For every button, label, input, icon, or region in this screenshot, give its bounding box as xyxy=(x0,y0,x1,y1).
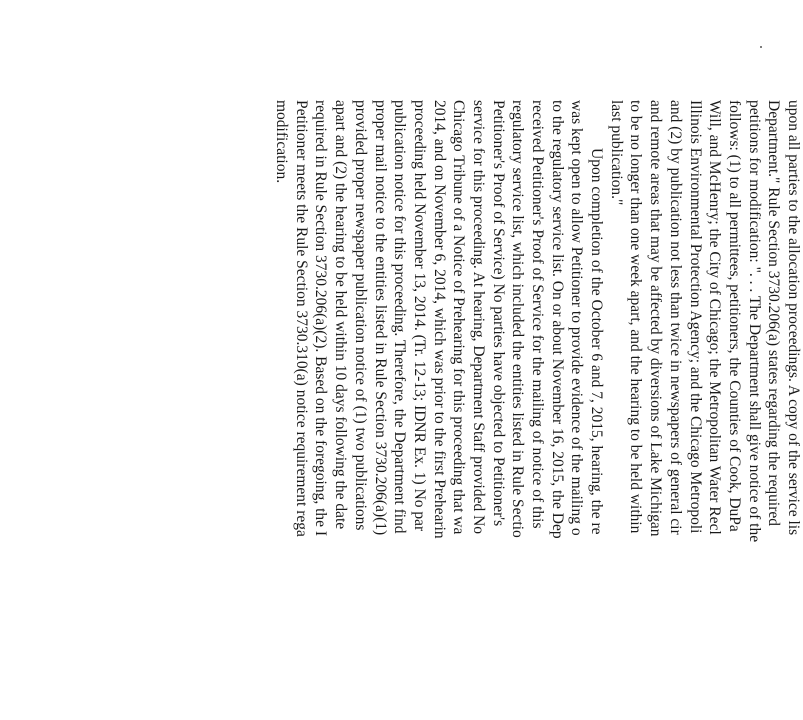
text-line: upon all parties to the allocation proceedings. A copy of the service lis xyxy=(785,100,802,536)
text-line: apart and (2) the hearing to be held within 10 days following the date xyxy=(332,100,350,530)
body-text xyxy=(271,100,803,720)
text-line: and remote areas that may be affected by diversions of Lake Michigan xyxy=(647,100,665,537)
text-line: Illinois Environmental Protection Agency; and the Chicago Metropoli xyxy=(686,100,704,534)
text-line: Will, and McHenry; the City of Chicago; the Metropolitan Water Recl xyxy=(706,100,724,535)
text-line: received Petitioner's Proof of Service for the mailing of notice of this xyxy=(529,100,547,529)
text-line: Department." Rule Section 3730.206(a) states regarding the required xyxy=(765,100,783,526)
text-line: petitions for modification: ". . . The Department shall give notice of the xyxy=(745,100,763,543)
text-line: proper mail notice to the entities listed in Rule Section 3730.206(a)(1) xyxy=(371,100,389,536)
text-line: regulatory service list, which included the entities listed in Rule Sectio xyxy=(509,100,527,538)
text-line: follows: (1) to all permittees, petitioners, the Counties of Cook, DuPa xyxy=(725,100,743,532)
text-line: Chicago Tribune of a Notice of Prehearing for this proceeding that wa xyxy=(450,100,468,535)
text-line: and (2) by publication not less than twice in newspapers of general cir xyxy=(666,100,684,535)
text-line: to be no longer than one week apart, and the hearing to be held within xyxy=(627,100,645,534)
text-line: proceeding held November 13, 2014. (Tr. 12-13; IDNR Ex. 1) No par xyxy=(410,100,428,532)
text-line: 2014, and on November 6, 2014, which was prior to the first Prehearin xyxy=(430,100,448,539)
text-line: was kept open to allow Petitioner to provide evidence of the mailing o xyxy=(568,100,586,536)
paragraph-start-line: Upon completion of the October 6 and 7, 2015, hearing, the re xyxy=(588,148,606,535)
text-line: Petitioner meets the Rule Section 3730.310(a) notice requirement rega xyxy=(292,100,310,537)
scan-speck xyxy=(760,46,762,48)
text-line: Petitioner's Proof of Service) No parties have objected to Petitioner's xyxy=(489,100,507,527)
text-line: publication notice for this proceeding. Therefore, the Department find xyxy=(391,100,409,534)
text-line: to the regulatory service list. On or about November 16, 2015, the Dep xyxy=(548,100,566,539)
text-line: required in Rule Section 3730.206(a)(2). Based on the foregoing, the I xyxy=(312,100,330,537)
text-line: last publication." xyxy=(607,100,625,206)
text-line: provided proper newspaper publication notice of (1) two publications xyxy=(351,100,369,531)
text-line: modification. xyxy=(273,100,291,184)
text-line: service for this proceeding. At hearing, Department Staff provided No xyxy=(470,100,487,535)
